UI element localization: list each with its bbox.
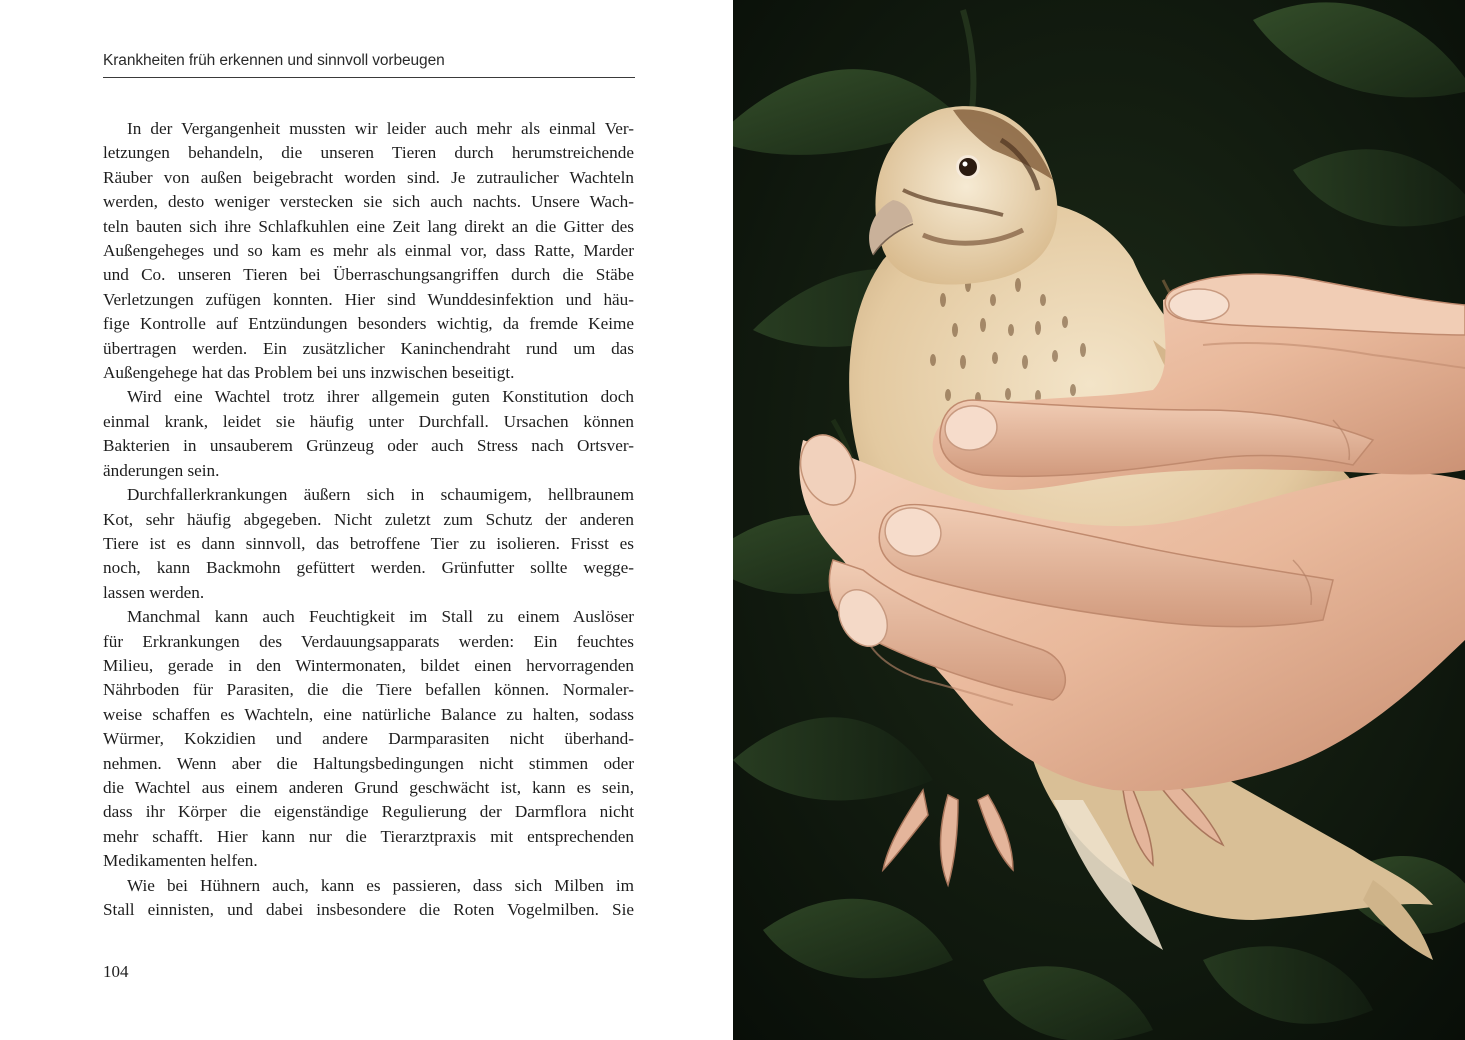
text-line: Verletzungen zufügen konnten. Hier sind Wunddesinfektion und häu- xyxy=(103,289,634,309)
text-line: Bakterien in unsauberem Grünzeug oder auch Stress nach Ortsver- xyxy=(103,436,634,456)
text-line: Stall einnisten, und dabei insbesondere die Roten Vogelmilben. Sie xyxy=(103,900,634,919)
text-line: Medikamenten helfen. xyxy=(103,851,258,871)
body-text xyxy=(103,117,634,922)
text-line: noch, kann Backmohn gefüttert werden. Grünfutter sollte wegge- xyxy=(103,558,634,578)
text-line: mehr schafft. Hier kann nur die Tierarztpraxis mit entsprechenden xyxy=(103,826,634,846)
text-line: die Wachtel aus einem anderen Grund geschwächt ist, kann es sein, xyxy=(103,777,634,797)
running-head: Krankheiten früh erkennen und sinnvoll vorbeugen xyxy=(103,52,445,69)
text-line: Außengehege hat das Problem bei uns inzwischen beseitigt. xyxy=(103,363,515,383)
text-line: Räuber von außen beigebracht worden sind. Je zutraulicher Wachteln xyxy=(103,167,634,187)
text-line: teln bauten sich ihre Schlafkuhlen eine Zeit lang direkt an die Gitter des xyxy=(103,216,634,236)
text-line: änderungen sein. xyxy=(103,460,220,480)
text-line: Tiere ist es dann sinnvoll, das betroffene Tier zu isolieren. Frisst es xyxy=(103,533,634,553)
text-line: Wird eine Wachtel trotz ihrer allgemein guten Konstitution doch xyxy=(127,387,634,407)
text-line: Außengeheges und so kam es mehr als einmal vor, dass Ratte, Marder xyxy=(103,241,634,261)
text-line: Kot, sehr häufig abgegeben. Nicht zuletzt zum Schutz der anderen xyxy=(103,509,634,529)
text-line: dass ihr Körper die eigenständige Regulierung der Darmflora nicht xyxy=(103,802,634,822)
text-line: übertragen werden. Ein zusätzlicher Kaninchendraht rund um das xyxy=(103,338,634,358)
text-line: Durchfallerkrankungen äußern sich in schaumigem, hellbraunem xyxy=(127,485,634,505)
text-line: Milieu, gerade in den Wintermonaten, bildet einen hervorragenden xyxy=(103,655,634,675)
text-line: Manchmal kann auch Feuchtigkeit im Stall zu einem Auslöser xyxy=(127,607,634,627)
text-line: weise schaffen es Wachteln, eine natürliche Balance zu halten, sodass xyxy=(103,704,634,724)
text-line: Wie bei Hühnern auch, kann es passieren, dass sich Milben im xyxy=(127,875,634,895)
text-line: Würmer, Kokzidien und andere Darmparasiten nicht überhand- xyxy=(103,729,634,749)
text-line: Nährboden für Parasiten, die die Tiere befallen können. Normaler- xyxy=(103,680,634,700)
text-line: einmal krank, leidet sie häufig unter Durchfall. Ursachen können xyxy=(103,411,634,431)
page-number: 104 xyxy=(103,962,129,981)
quail-photo xyxy=(733,0,1465,1040)
text-line: lassen werden. xyxy=(103,582,205,602)
text-line: werden, desto weniger verstecken sie sich auch nachts. Unsere Wach- xyxy=(103,192,634,212)
text-line: In der Vergangenheit mussten wir leider auch mehr als einmal Ver- xyxy=(127,119,634,138)
text-line: letzungen behandeln, die unseren Tieren durch herumstreichende xyxy=(103,143,634,163)
text-line: für Erkrankungen des Verdauungsapparats werden: Ein feuchtes xyxy=(103,631,634,651)
text-line: fige Kontrolle auf Entzündungen besonders wichtig, da fremde Keime xyxy=(103,314,634,334)
text-line: und Co. unseren Tieren bei Überraschungsangriffen durch die Stäbe xyxy=(103,265,634,285)
text-line: nehmen. Wenn aber die Haltungsbedingungen nicht stimmen oder xyxy=(103,753,634,773)
header-rule xyxy=(103,77,635,78)
